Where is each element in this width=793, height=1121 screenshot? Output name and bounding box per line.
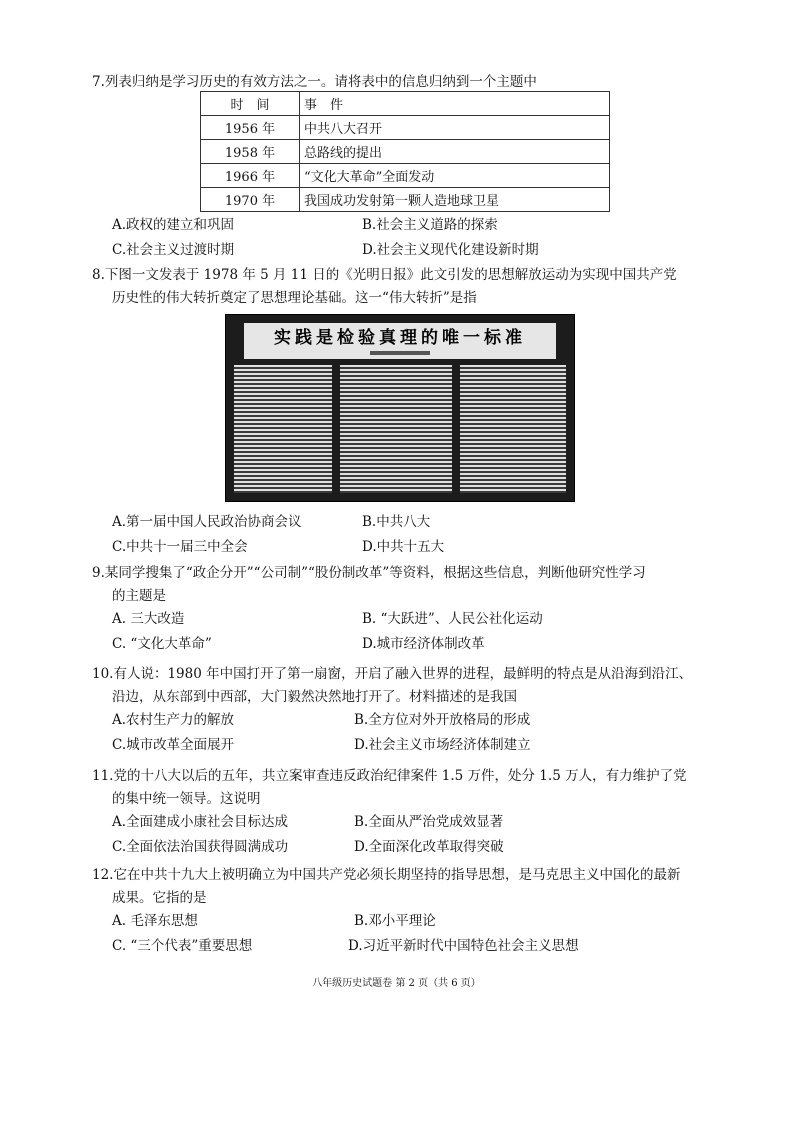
option-c: C.社会主义过渡时期 xyxy=(112,242,235,258)
option-b: B.社会主义道路的探索 xyxy=(362,217,498,233)
question-12-stem-line-1: 12.它在中共十九大上被明确立为中国共产党必须长期坚持的指导思想，是马克思主义中国化的最新 xyxy=(92,867,681,883)
question-11-stem-line-2: 的集中统一领导。这说明 xyxy=(112,791,261,807)
table-cell-year: 1956 年 xyxy=(201,116,300,140)
table-header-row xyxy=(201,92,610,116)
question-7-options xyxy=(92,214,753,264)
question-8-stem-line-2: 历史性的伟大转折奠定了思想理论基础。这一“伟大转折”是指 xyxy=(112,290,477,306)
events-table xyxy=(200,91,610,212)
table-row xyxy=(201,116,610,140)
option-b: B.中共八大 xyxy=(362,514,431,530)
table-row xyxy=(201,188,610,212)
option-d: D.城市经济体制改革 xyxy=(362,636,485,652)
question-8-stem-line-1: 8.下图一文发表于 1978 年 5 月 11 日的《光明日报》此文引发的思想解放运动为实现中国共产党 xyxy=(92,267,677,283)
option-a: A. 三大改造 xyxy=(112,611,185,627)
table-cell-year: 1966 年 xyxy=(201,164,300,188)
question-12-stem-line-2: 成果。它指的是 xyxy=(112,890,207,906)
table-cell-event: 中共八大召开 xyxy=(300,116,610,140)
option-a: A.农村生产力的解放 xyxy=(112,712,235,728)
option-b: B.邓小平理论 xyxy=(354,913,436,929)
option-d: D.习近平新时代中国特色社会主义思想 xyxy=(348,938,579,954)
newspaper-column xyxy=(234,365,332,493)
newspaper-column xyxy=(340,365,452,493)
question-8-options xyxy=(92,511,753,561)
question-10-stem-line-2: 沿边，从东部到中西部，大门毅然决然地打开了。材料描述的是我国 xyxy=(112,689,517,705)
option-d: D.社会主义市场经济体制建立 xyxy=(354,737,531,753)
option-b: B.全面从严治党成效显著 xyxy=(354,814,504,830)
newspaper-byline xyxy=(370,351,430,355)
question-10 xyxy=(92,663,753,759)
option-a: A.第一届中国人民政治协商会议 xyxy=(112,514,302,530)
question-12 xyxy=(92,864,753,960)
option-c: C. “三个代表”重要思想 xyxy=(112,938,253,954)
option-d: D.社会主义现代化建设新时期 xyxy=(362,242,539,258)
table-header-event: 事 件 xyxy=(300,92,610,116)
newspaper-clipping-image xyxy=(225,314,575,502)
newspaper-title: 实践是检验真理的唯一标准 xyxy=(274,327,526,348)
option-b: B.全方位对外开放格局的形成 xyxy=(354,712,531,728)
option-d: D.中共十五大 xyxy=(362,539,445,555)
question-8 xyxy=(92,264,753,310)
table-header-time: 时 间 xyxy=(201,92,300,116)
table-cell-event: “文化大革命”全面发动 xyxy=(300,164,610,188)
question-9-stem-line-2: 的主题是 xyxy=(112,588,166,604)
option-c: C.中共十一届三中全会 xyxy=(112,539,248,555)
question-7-stem: 7.列表归纳是学习历史的有效方法之一。请将表中的信息归纳到一个主题中 xyxy=(92,74,537,90)
newspaper-column xyxy=(460,365,566,493)
page-footer: 八年级历史试题卷 第 2 页（共 6 页） xyxy=(312,978,481,989)
table-row xyxy=(201,164,610,188)
newspaper-headline xyxy=(244,323,556,359)
question-9 xyxy=(92,562,753,658)
option-c: C.城市改革全面展开 xyxy=(112,737,235,753)
option-b: B. “大跃进”、人民公社化运动 xyxy=(362,611,543,627)
option-c: C.全面依法治国获得圆满成功 xyxy=(112,839,289,855)
option-d: D.全面深化改革取得突破 xyxy=(354,839,504,855)
table-cell-year: 1958 年 xyxy=(201,140,300,164)
table-cell-year: 1970 年 xyxy=(201,188,300,212)
question-11 xyxy=(92,765,753,861)
table-cell-event: 总路线的提出 xyxy=(300,140,610,164)
table-row xyxy=(201,140,610,164)
option-c: C. “文化大革命” xyxy=(112,636,212,652)
table-cell-event: 我国成功发射第一颗人造地球卫星 xyxy=(300,188,610,212)
question-9-stem-line-1: 9.某同学搜集了“政企分开”“公司制”“股份制改革”等资料，根据这些信息，判断他研究性学习 xyxy=(92,565,646,581)
option-a: A.全面建成小康社会目标达成 xyxy=(112,814,289,830)
option-a: A. 毛泽东思想 xyxy=(112,913,198,929)
option-a: A.政权的建立和巩固 xyxy=(112,217,235,233)
question-11-stem-line-1: 11.党的十八大以后的五年，共立案审查违反政治纪律案件 1.5 万件，处分 1.5 万人，有力维护了党 xyxy=(92,768,687,784)
question-10-stem-line-1: 10.有人说：1980 年中国打开了第一扇窗，开启了融入世界的进程，最鲜明的特点是从沿海到沿江、 xyxy=(92,666,693,682)
